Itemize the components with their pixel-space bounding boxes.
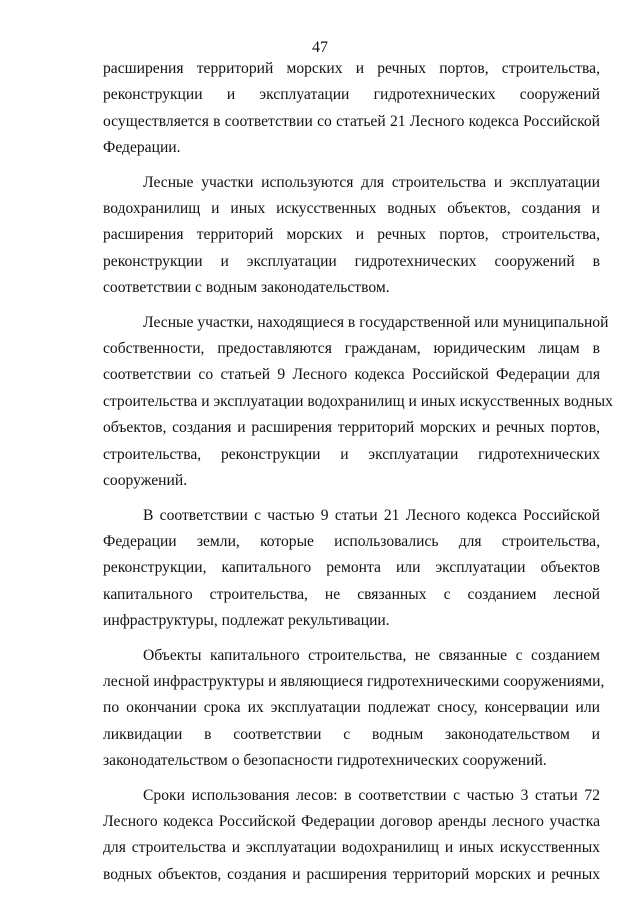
text-line: Объекты капитального строительства, не связанные с созданием bbox=[143, 646, 600, 664]
text-line: объектов, создания и расширения территорий морских и речных портов, bbox=[103, 419, 600, 437]
text-line: Сроки использования лесов: в соответствии с частью 3 статьи 72 bbox=[143, 786, 600, 804]
text-line: по окончании срока их эксплуатации подлежат сносу, консервации или bbox=[103, 699, 600, 717]
text-line: Федерации. bbox=[103, 139, 181, 157]
paragraph bbox=[103, 503, 600, 635]
paragraph bbox=[103, 310, 613, 495]
text-line: Лесные участки, находящиеся в государственной или муниципальной bbox=[143, 313, 609, 331]
text-line: инфраструктуры, подлежат рекультивации. bbox=[103, 612, 390, 630]
text-line: строительства и эксплуатации водохранилищ и иных искусственных водных bbox=[103, 392, 613, 410]
text-line: собственности, предоставляются гражданам, юридическим лицам в bbox=[103, 340, 600, 358]
paragraph bbox=[103, 643, 605, 775]
text-line: Лесные участки используются для строительства и эксплуатации bbox=[143, 173, 600, 191]
text-line: Федерации земли, которые использовались для строительства, bbox=[103, 532, 600, 550]
document-body bbox=[103, 56, 613, 888]
text-line: соответствии с водным законодательством. bbox=[103, 279, 390, 297]
text-line: законодательством о безопасности гидротехнических сооружений. bbox=[103, 752, 547, 770]
text-line: водохранилищ и иных искусственных водных объектов, создания и bbox=[103, 200, 600, 218]
paragraph bbox=[103, 783, 600, 889]
text-line: расширения территорий морских и речных портов, строительства, bbox=[103, 60, 600, 77]
text-line: сооружений. bbox=[103, 472, 188, 490]
text-line: реконструкции, капитального ремонта или эксплуатации объектов bbox=[103, 559, 600, 577]
text-line: соответствии со статьей 9 Лесного кодекса Российской Федерации для bbox=[103, 366, 600, 384]
text-line: строительства, реконструкции и эксплуатации гидротехнических bbox=[103, 445, 600, 463]
text-line: лесной инфраструктуры и являющиеся гидротехническими сооружениями, bbox=[103, 672, 605, 690]
text-line: Лесного кодекса Российской Федерации договор аренды лесного участка bbox=[103, 812, 600, 830]
text-line: реконструкции и эксплуатации гидротехнических сооружений в bbox=[103, 252, 600, 270]
paragraph bbox=[103, 56, 600, 162]
text-line: осуществляется в соответствии со статьей 21 Лесного кодекса Российской bbox=[103, 112, 600, 130]
text-line: водных объектов, создания и расширения территорий морских и речных bbox=[103, 865, 600, 883]
text-line: расширения территорий морских и речных портов, строительства, bbox=[103, 226, 600, 244]
text-line: капитального строительства, не связанных с созданием лесной bbox=[103, 585, 600, 603]
text-line: реконструкции и эксплуатации гидротехнических сооружений bbox=[103, 86, 600, 104]
paragraph bbox=[103, 170, 600, 302]
text-line: ликвидации в соответствии с водным законодательством и bbox=[103, 725, 600, 743]
text-line: В соответствии с частью 9 статьи 21 Лесного кодекса Российской bbox=[143, 506, 600, 524]
page-number: 47 bbox=[312, 39, 328, 56]
text-line: для строительства и эксплуатации водохранилищ и иных искусственных bbox=[103, 839, 600, 857]
